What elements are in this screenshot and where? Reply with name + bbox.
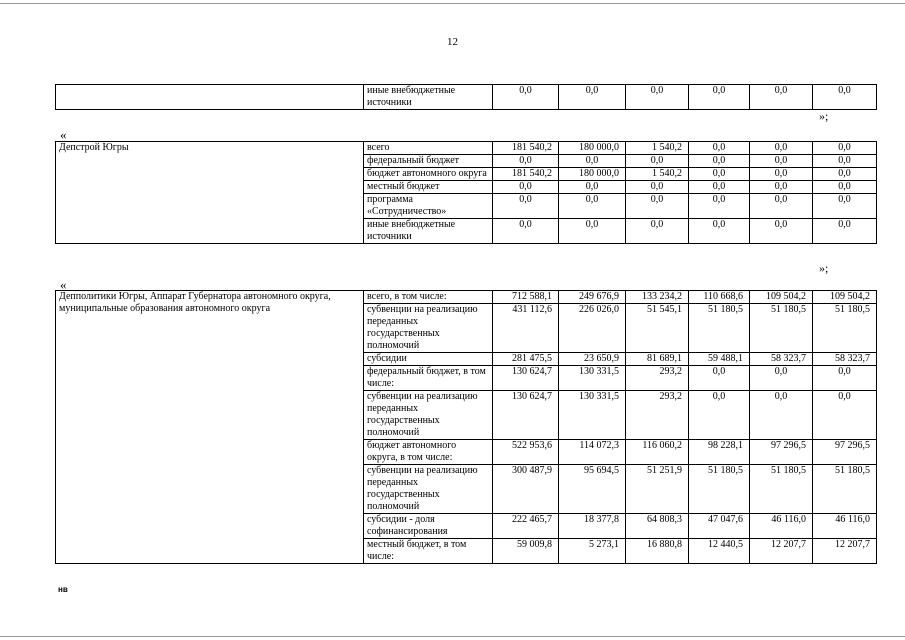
opening-quote-1: «: [60, 127, 67, 142]
responsible-cell: Депполитики Югры, Аппарат Губернатора автономного округа, муниципальные образования автономного округа: [56, 291, 364, 564]
value-cell: 0,0: [559, 85, 626, 110]
value-cell: 0,0: [689, 219, 750, 244]
value-cell: 109 504,2: [813, 291, 877, 304]
funding-source-cell: субсидии: [364, 353, 493, 366]
value-cell: 0,0: [813, 194, 877, 219]
value-cell: 0,0: [559, 155, 626, 168]
value-cell: 180 000,0: [559, 168, 626, 181]
value-cell: 222 465,7: [493, 514, 559, 539]
value-cell: 0,0: [689, 85, 750, 110]
responsible-cell: Депстрой Югры: [56, 142, 364, 244]
value-cell: 47 047,6: [689, 514, 750, 539]
funding-source-cell: федеральный бюджет: [364, 155, 493, 168]
value-cell: 116 060,2: [626, 440, 689, 465]
value-cell: 5 273,1: [559, 539, 626, 564]
value-cell: 130 624,7: [493, 391, 559, 440]
value-cell: 0,0: [559, 219, 626, 244]
value-cell: 1 540,2: [626, 168, 689, 181]
value-cell: 51 545,1: [626, 304, 689, 353]
closing-quote-1: »;: [819, 109, 829, 123]
value-cell: 0,0: [626, 194, 689, 219]
value-cell: 0,0: [626, 181, 689, 194]
value-cell: 12 207,7: [750, 539, 813, 564]
value-cell: 0,0: [750, 85, 813, 110]
funding-source-cell: бюджет автономного округа, в том числе:: [364, 440, 493, 465]
value-cell: 0,0: [689, 391, 750, 440]
value-cell: 0,0: [813, 366, 877, 391]
funding-source-cell: федеральный бюджет, в том числе:: [364, 366, 493, 391]
funding-source-cell: местный бюджет: [364, 181, 493, 194]
table-1-other-sources: [55, 84, 877, 110]
table-row: [56, 142, 877, 155]
value-cell: 130 331,5: [559, 366, 626, 391]
value-cell: 522 953,6: [493, 440, 559, 465]
value-cell: 300 487,9: [493, 465, 559, 514]
value-cell: 12 440,5: [689, 539, 750, 564]
value-cell: 226 026,0: [559, 304, 626, 353]
value-cell: 0,0: [493, 155, 559, 168]
value-cell: 0,0: [750, 142, 813, 155]
funding-source-cell: всего: [364, 142, 493, 155]
value-cell: 0,0: [750, 366, 813, 391]
value-cell: 51 180,5: [689, 465, 750, 514]
value-cell: 98 228,1: [689, 440, 750, 465]
value-cell: 0,0: [813, 391, 877, 440]
value-cell: 110 668,6: [689, 291, 750, 304]
table-row: [56, 85, 877, 110]
value-cell: 0,0: [813, 155, 877, 168]
value-cell: 133 234,2: [626, 291, 689, 304]
value-cell: 712 588,1: [493, 291, 559, 304]
value-cell: 0,0: [493, 85, 559, 110]
value-cell: 180 000,0: [559, 142, 626, 155]
value-cell: 0,0: [750, 155, 813, 168]
value-cell: 0,0: [493, 194, 559, 219]
value-cell: 293,2: [626, 391, 689, 440]
value-cell: 51 251,9: [626, 465, 689, 514]
value-cell: 51 180,5: [813, 304, 877, 353]
value-cell: 46 116,0: [750, 514, 813, 539]
value-cell: 0,0: [813, 219, 877, 244]
value-cell: 51 180,5: [750, 304, 813, 353]
value-cell: 0,0: [559, 194, 626, 219]
value-cell: 0,0: [689, 366, 750, 391]
value-cell: 0,0: [750, 168, 813, 181]
value-cell: 0,0: [813, 85, 877, 110]
value-cell: 59 488,1: [689, 353, 750, 366]
value-cell: 0,0: [626, 219, 689, 244]
value-cell: 1 540,2: [626, 142, 689, 155]
scan-edge-bottom: [0, 636, 905, 637]
scan-edge-top: [0, 3, 905, 4]
table-row: [56, 291, 877, 304]
funding-source-cell: иные внебюджетные источники: [364, 219, 493, 244]
value-cell: 109 504,2: [750, 291, 813, 304]
funding-source-cell: бюджет автономного округа: [364, 168, 493, 181]
value-cell: 0,0: [689, 181, 750, 194]
value-cell: 0,0: [750, 219, 813, 244]
value-cell: 0,0: [813, 168, 877, 181]
funding-source-cell: субвенции на реализацию переданных государственных полномочий: [364, 465, 493, 514]
value-cell: 181 540,2: [493, 168, 559, 181]
funding-source-cell: всего, в том числе:: [364, 291, 493, 304]
value-cell: 59 009,8: [493, 539, 559, 564]
value-cell: 293,2: [626, 366, 689, 391]
footer-mark: нв: [58, 585, 68, 594]
value-cell: 0,0: [689, 155, 750, 168]
value-cell: 130 331,5: [559, 391, 626, 440]
value-cell: 0,0: [626, 85, 689, 110]
value-cell: 0,0: [750, 181, 813, 194]
opening-quote-2: «: [60, 277, 67, 292]
value-cell: 0,0: [626, 155, 689, 168]
funding-source-cell: местный бюджет, в том числе:: [364, 539, 493, 564]
value-cell: 0,0: [813, 181, 877, 194]
value-cell: 51 180,5: [813, 465, 877, 514]
funding-source-cell: субвенции на реализацию переданных государственных полномочий: [364, 304, 493, 353]
value-cell: 249 676,9: [559, 291, 626, 304]
funding-source-cell: субсидии - доля софинансирования: [364, 514, 493, 539]
table-2-depstroy: [55, 141, 877, 244]
value-cell: 97 296,5: [813, 440, 877, 465]
page-number: 12: [447, 36, 458, 48]
value-cell: 81 689,1: [626, 353, 689, 366]
value-cell: 114 072,3: [559, 440, 626, 465]
funding-source-cell: программа «Сотрудничество»: [364, 194, 493, 219]
value-cell: 12 207,7: [813, 539, 877, 564]
value-cell: 97 296,5: [750, 440, 813, 465]
value-cell: 46 116,0: [813, 514, 877, 539]
value-cell: 51 180,5: [689, 304, 750, 353]
value-cell: 431 112,6: [493, 304, 559, 353]
value-cell: 16 880,8: [626, 539, 689, 564]
value-cell: 0,0: [559, 181, 626, 194]
funding-source-cell: иные внебюджетные источники: [364, 85, 493, 110]
value-cell: 0,0: [750, 391, 813, 440]
value-cell: 281 475,5: [493, 353, 559, 366]
value-cell: 0,0: [813, 142, 877, 155]
value-cell: 130 624,7: [493, 366, 559, 391]
value-cell: 58 323,7: [813, 353, 877, 366]
value-cell: 0,0: [689, 168, 750, 181]
value-cell: 0,0: [493, 219, 559, 244]
value-cell: 18 377,8: [559, 514, 626, 539]
value-cell: 0,0: [689, 194, 750, 219]
value-cell: 181 540,2: [493, 142, 559, 155]
value-cell: 23 650,9: [559, 353, 626, 366]
value-cell: 0,0: [493, 181, 559, 194]
value-cell: 51 180,5: [750, 465, 813, 514]
value-cell: 95 694,5: [559, 465, 626, 514]
value-cell: 64 808,3: [626, 514, 689, 539]
table-3-deppolitiki: [55, 290, 877, 564]
value-cell: 0,0: [689, 142, 750, 155]
responsible-cell: [56, 85, 364, 110]
value-cell: 0,0: [750, 194, 813, 219]
value-cell: 58 323,7: [750, 353, 813, 366]
closing-quote-2: »;: [819, 261, 829, 275]
funding-source-cell: субвенции на реализацию переданных государственных полномочий: [364, 391, 493, 440]
